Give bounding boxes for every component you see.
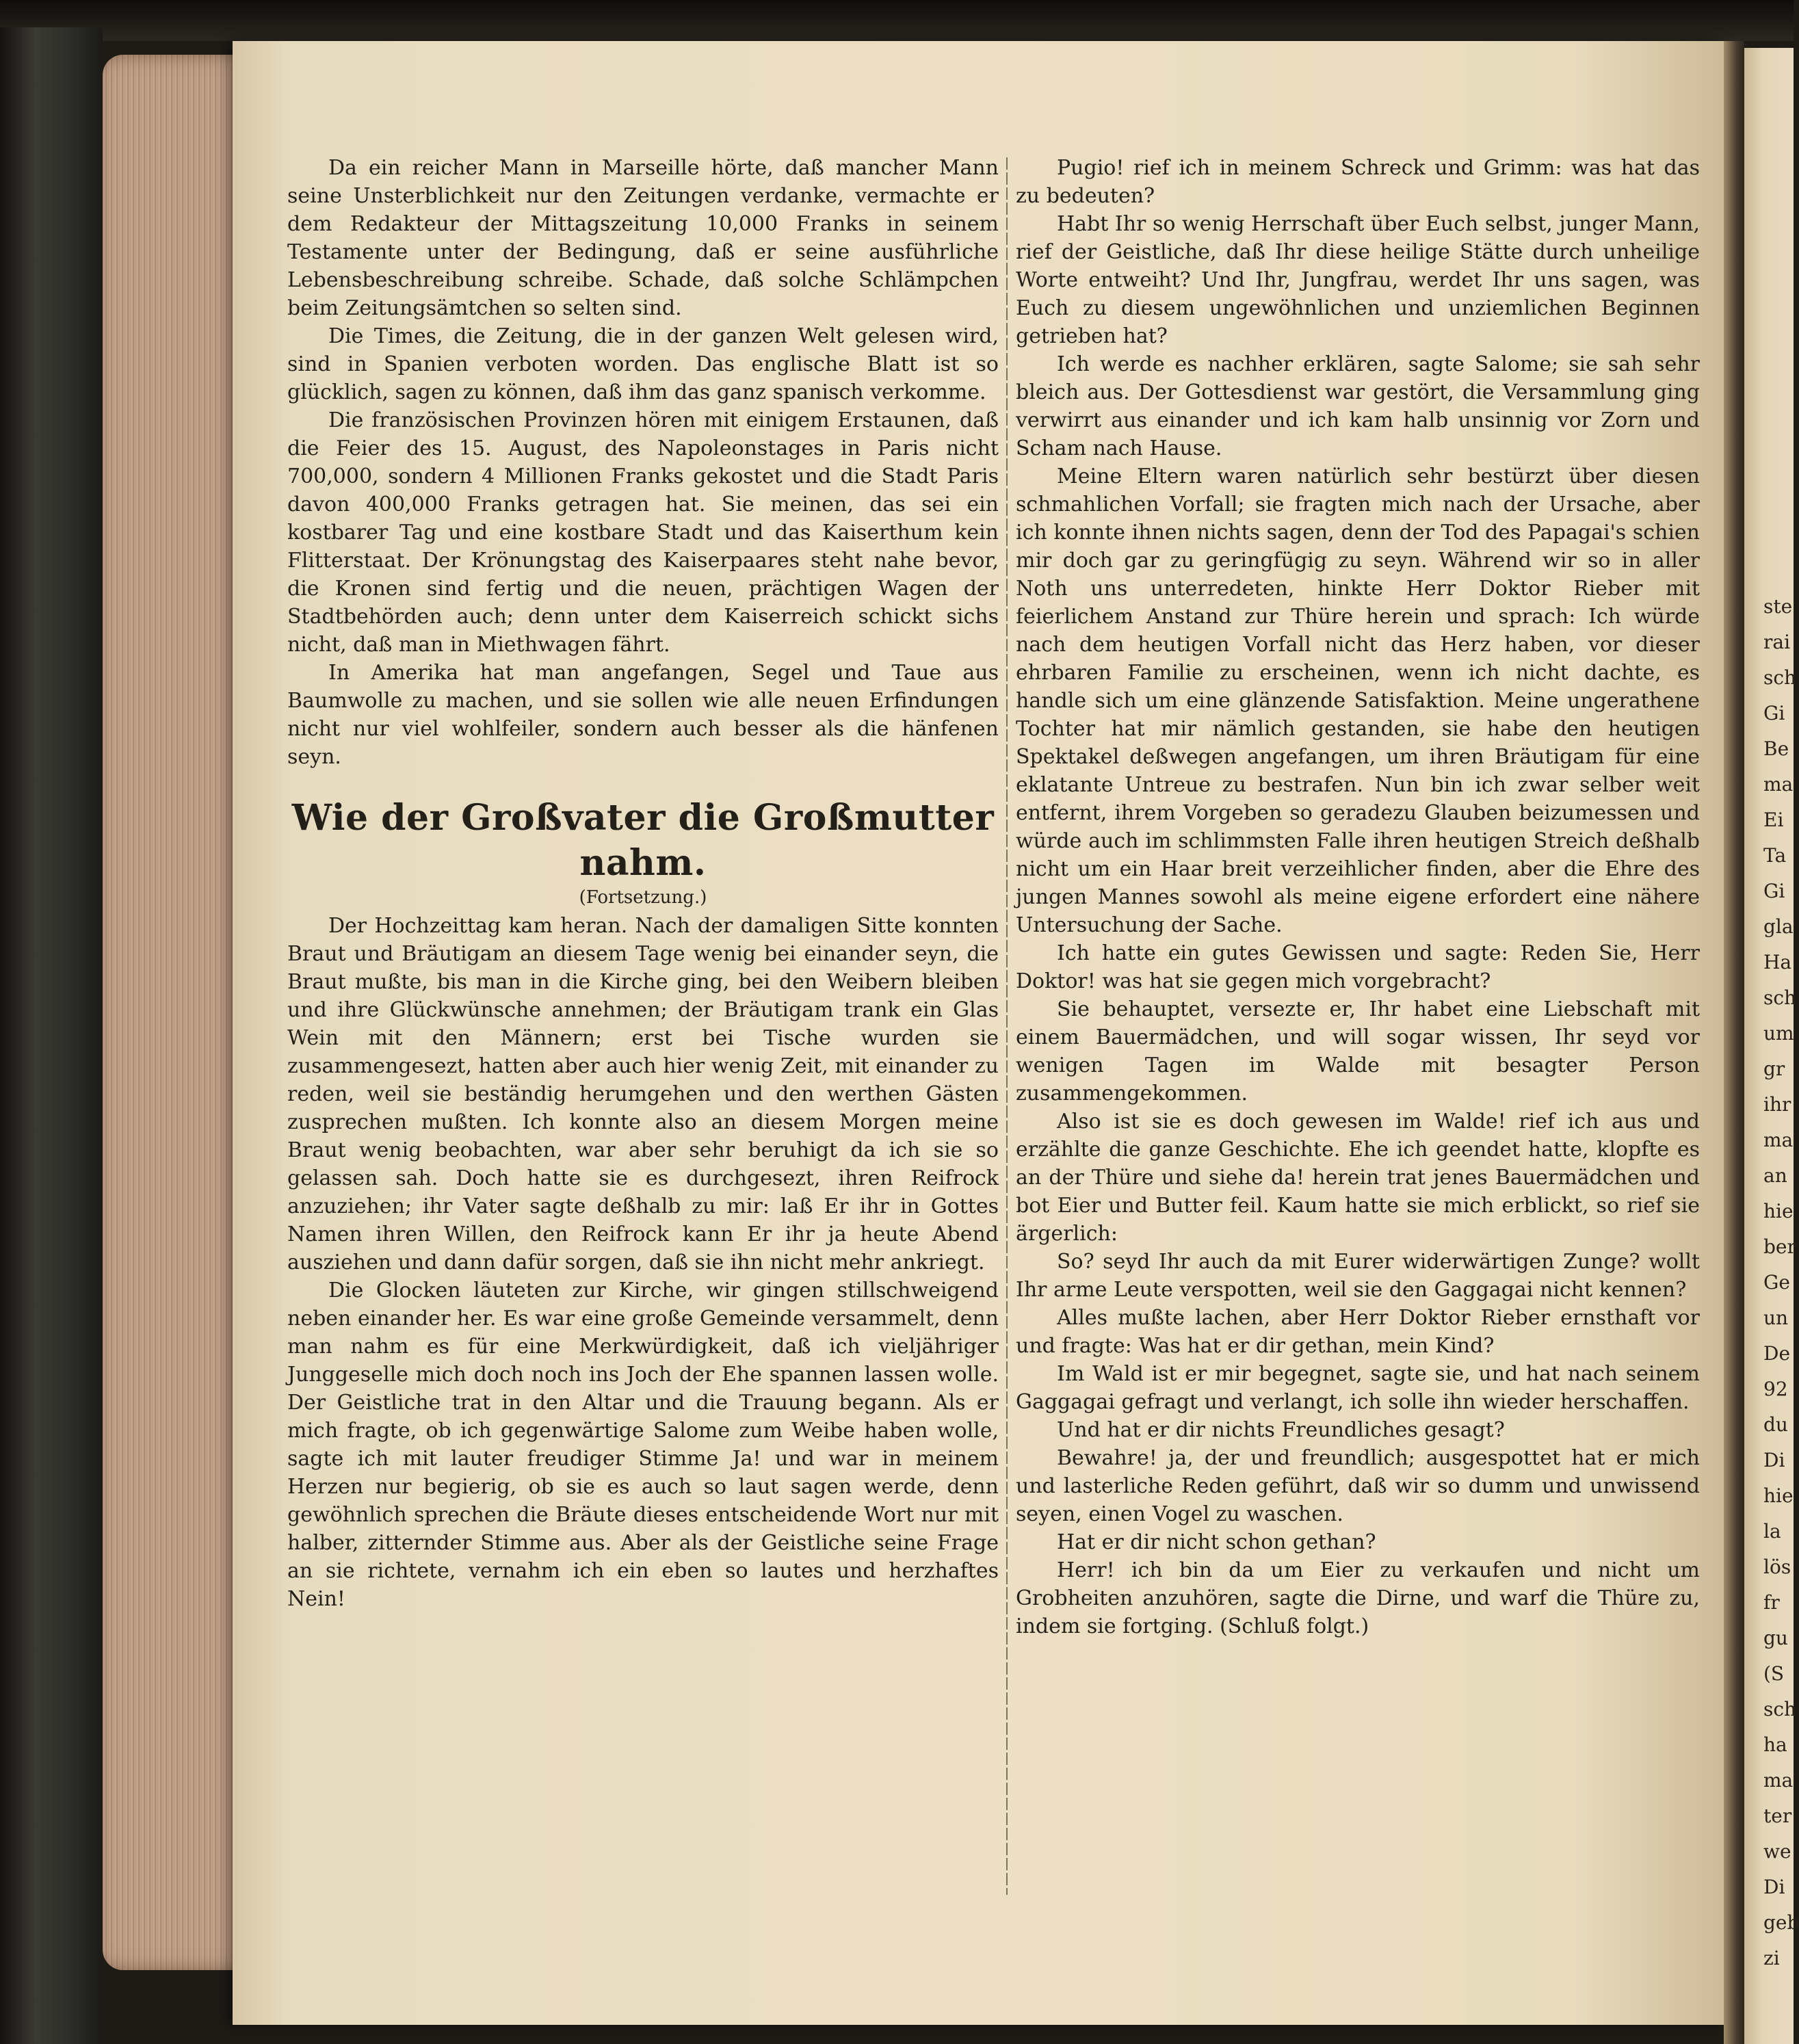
story-body bbox=[287, 912, 999, 1613]
paragraph: Ich werde es nachher erklären, sagte Salome; sie sah sehr bleich aus. Der Gottesdienst war gestört, die Versammlung ging verwirrt aus einander und ich kam halb unsinnig vor Zorn und Scham nach Hause. bbox=[1016, 352, 1700, 460]
facing-page-text: sch bbox=[1763, 1698, 1797, 1720]
paragraph: So? seyd Ihr auch da mit Eurer widerwärtigen Zunge? wollt Ihr arme Leute verspotten, weil sie den Gaggagai nicht kennen? bbox=[1016, 1250, 1700, 1302]
paragraph: Da ein reicher Mann in Marseille hörte, daß mancher Mann seine Unsterblichkeit nur den Zeitungen verdanke, vermachte er dem Redakteur der Mittagszeitung 10,000 Franks in seinem Testamente unter der Bedingung, daß er seine ausführliche Lebensbeschreibung schreibe. Schade, daß solche Schlämpchen beim Zeitungsämtchen so selten sind. bbox=[287, 156, 999, 320]
facing-page-text: hie bbox=[1763, 1484, 1794, 1507]
facing-page-text: Gi bbox=[1763, 702, 1785, 724]
facing-page-text: du bbox=[1763, 1413, 1788, 1436]
facing-page-text: gu bbox=[1763, 1627, 1788, 1649]
facing-page-text: geb bbox=[1763, 1911, 1799, 1934]
facing-page-text: ste bbox=[1763, 595, 1793, 618]
facing-page-text: an bbox=[1763, 1164, 1787, 1187]
facing-page-text: hie bbox=[1763, 1200, 1794, 1222]
facing-page-text: ma bbox=[1763, 1129, 1794, 1151]
facing-page-text: ha bbox=[1763, 1733, 1787, 1756]
paragraph: Also ist sie es doch gewesen im Walde! rief ich aus und erzählte die ganze Geschichte. Ehe ich geendet hatte, klopfte es an der Thüre und siehe da! herein trat jenes Bauermädchen und bot Eier und Butter feil. Kaum hatte sie mich erblickt, so rief sie ärgerlich: bbox=[1016, 1110, 1700, 1246]
paragraph: In Amerika hat man angefangen, Segel und Taue aus Baumwolle zu machen, und sie sollen wie alle neuen Erfindungen nicht nur viel wohlfeiler, sondern auch besser als die hänfenen seyn. bbox=[287, 661, 999, 769]
facing-page-text: we bbox=[1763, 1840, 1791, 1863]
facing-page-text: Ei bbox=[1763, 809, 1784, 831]
paragraph: Hat er dir nicht schon gethan? bbox=[1057, 1530, 1376, 1554]
facing-page-text: zi bbox=[1763, 1947, 1780, 1969]
facing-page-text: 92 bbox=[1763, 1378, 1788, 1400]
facing-page-text: ma bbox=[1763, 1769, 1794, 1792]
facing-page-text: (S bbox=[1763, 1662, 1785, 1685]
book-gutter bbox=[1724, 41, 1744, 2044]
paragraph: Sie behauptet, versezte er, Ihr habet eine Liebschaft mit einem Bauermädchen, und will sogar wissen, Ihr seyd vor wenigen Tagen im Walde mit besagter Person zusammengekommen. bbox=[1016, 997, 1700, 1105]
paragraph: Die französischen Provinzen hören mit einigem Erstaunen, daß die Feier des 15. August, des Napoleonstages in Paris nicht 700,000, sondern 4 Millionen Franks gekostet und die Stadt Paris davon 400,000 Franks getragen hat. Sie meinen, das sei ein kostbarer Tag und eine kostbare Stadt und das Kaiserthum kein Flitterstaat. Der Krönungstag des Kaiserpaares steht nahe bevor, die Kronen sind fertig und die neuen, prächtigen Wagen der Stadtbehörden auch; denn unter dem Kaiserreich schickt sichs nicht, daß man in Miethwagen fährt. bbox=[287, 408, 999, 657]
facing-page-text: gr bbox=[1763, 1058, 1785, 1080]
story-subtitle: (Fortsetzung.) bbox=[579, 887, 707, 908]
facing-page-text: Di bbox=[1763, 1876, 1785, 1898]
paragraph: Die Times, die Zeitung, die in der ganzen Welt gelesen wird, sind in Spanien verboten worden. Das englische Blatt ist so glücklich, sagen zu können, daß ihm das ganz spanisch verkomme. bbox=[287, 324, 999, 404]
paragraph: Pugio! rief ich in meinem Schreck und Grimm: was hat das zu bedeuten? bbox=[1016, 156, 1700, 208]
facing-page-text: la bbox=[1763, 1520, 1781, 1543]
paragraph: Die Glocken läuteten zur Kirche, wir gingen stillschweigend neben einander her. Es war eine große Gemeinde versammelt, denn man nahm es für eine Merkwürdigkeit, daß ich vieljähriger Junggeselle mich doch noch ins Joch der Ehe spannen lassen wolle. Der Geistliche trat in den Altar und die Trauung begann. Als er mich fragte, ob ich gegenwärtige Salome zum Weibe haben wolle, sagte ich mit lauter freudiger Stimme Ja! und war in meinem Herzen nur begierig, ob sie es auch so laut sagen werde, denn gewöhnlich sprechen die Bräute dieses entscheidende Wort nur mit halber, zitternder Stimme aus. Aber als der Geistliche seine Frage an sie richtete, vernahm ich ein eben so lautes und herzhaftes Nein! bbox=[287, 1279, 999, 1611]
story-continuation bbox=[1016, 154, 1700, 1640]
facing-page-text: ter bbox=[1763, 1805, 1792, 1827]
story-title: Wie der Großvater die Großmutter nahm. bbox=[291, 797, 995, 884]
facing-page-text: Di bbox=[1763, 1449, 1785, 1471]
column-divider bbox=[1006, 157, 1008, 1895]
paragraph: Und hat er dir nichts Freundliches gesagt? bbox=[1057, 1418, 1505, 1442]
news-items bbox=[287, 154, 999, 771]
paragraph: Alles mußte lachen, aber Herr Doktor Rieber ernsthaft vor und fragte: Was hat er dir gethan, mein Kind? bbox=[1016, 1306, 1700, 1358]
paragraph: Habt Ihr so wenig Herrschaft über Euch selbst, junger Mann, rief der Geistliche, daß Ihr diese heilige Stätte durch unheilige Worte entweiht? Und Ihr, Jungfrau, werdet Ihr uns sagen, was Euch zu diesem ungewöhnlichen und unziemlichen Beginnen getrieben hat? bbox=[1016, 212, 1700, 348]
right-column bbox=[1016, 154, 1700, 1640]
left-column bbox=[287, 154, 999, 1613]
paragraph: Der Hochzeittag kam heran. Nach der damaligen Sitte konnten Braut und Bräutigam an diesem Tage wenig bei einander seyn, die Braut mußte, bis man in die Kirche ging, bei den Weibern bleiben und ihre Glückwünsche annehmen; der Bräutigam trank ein Glas Wein mit den Männern; erst bei Tische wurden sie zusammengesezt, hatten aber auch hier wenig Zeit, mit einander zu reden, weil sie beständig herumgehen und den werthen Gästen zusprechen mußten. Ich konnte also an diesem Morgen meine Braut wenig beobachten, war aber sehr beruhigt da ich sie so gelassen sah. Doch hatte sie es durchgesezt, ihren Reifrock anzuziehen; ihr Vater sagte deßhalb zu mir: laß Er ihr in Gottes Namen ihren Willen, den Reifrock kann Er ihr ja heute Abend ausziehen und dann dafür sorgen, daß sie ihn nicht mehr ankriegt. bbox=[287, 914, 999, 1274]
facing-page-text: um bbox=[1763, 1022, 1794, 1045]
facing-page-text: rai bbox=[1763, 631, 1791, 653]
book-cover-top bbox=[0, 0, 1794, 41]
paragraph: Im Wald ist er mir begegnet, sagte sie, und hat nach seinem Gaggagai gefragt und verlangt, ich solle ihn wieder herschaffen. bbox=[1016, 1362, 1700, 1414]
facing-page-text: Be bbox=[1763, 737, 1789, 760]
facing-page-text: gla bbox=[1763, 915, 1794, 938]
facing-page-text: Ta bbox=[1763, 844, 1787, 867]
facing-page-text: ma bbox=[1763, 773, 1794, 796]
facing-page-text: ihr bbox=[1763, 1093, 1791, 1116]
paragraph: Herr! ich bin da um Eier zu verkaufen und nicht um Grobheiten anzuhören, sagte die Dirne, und warf die Thüre zu, indem sie fortging. (Schluß folgt.) bbox=[1016, 1558, 1700, 1638]
facing-page-text: un bbox=[1763, 1307, 1789, 1329]
paragraph: Bewahre! ja, der und freundlich; ausgespottet hat er mich und lasterliche Reden geführt, daß wir so dumm und unwissend seyen, einen Vogel zu waschen. bbox=[1016, 1446, 1700, 1526]
facing-page-text: Gi bbox=[1763, 880, 1785, 902]
paragraph: Meine Eltern waren natürlich sehr bestürzt über diesen schmahlichen Vorfall; sie fragten mich nach der Ursache, aber ich konnte ihnen nichts sagen, denn der Tod des Papagai's schien mir doch gar zu geringfügig zu seyn. Während wir so in aller Noth uns unterredeten, hinkte Herr Doktor Rieber mit feierlichem Anstand zur Thüre herein und sprach: Ich würde nach dem heutigen Vorfall nicht das Herz haben, vor dieser ehrbaren Familie zu erscheinen, wenn ich nicht dachte, es handle sich um eine glänzende Satisfaktion. Meine ungerathene Tochter hat mir nämlich gestanden, sie habe den heutigen Spektakel deßwegen angefangen, um ihren Bräutigam für eine eklatante Untreue zu bestrafen. Nun bin ich zwar selber weit entfernt, ihrem Vorgeben so geradezu Glauben beizumessen und würde auch im schlimmsten Falle ihren heutigen Streich deßhalb nicht um ein Haar breit verzeihlicher finden, aber die Ehre des jungen Mannes sowohl als meine eigene erfordert eine nähere Untersuchung der Sache. bbox=[1016, 464, 1700, 937]
facing-page-text: fr bbox=[1763, 1591, 1780, 1614]
facing-page-text: Ha bbox=[1763, 951, 1792, 973]
facing-page-text: sch bbox=[1763, 666, 1797, 689]
facing-page-text: Ge bbox=[1763, 1271, 1790, 1294]
facing-page-text: sch bbox=[1763, 986, 1797, 1009]
book-cover-left bbox=[0, 27, 103, 2044]
facing-page-text: lös bbox=[1763, 1556, 1791, 1578]
paragraph: Ich hatte ein gutes Gewissen und sagte: Reden Sie, Herr Doktor! was hat sie gegen mich vorgebracht? bbox=[1016, 941, 1700, 993]
facing-page-text: ber bbox=[1763, 1235, 1796, 1258]
facing-page-text: De bbox=[1763, 1342, 1791, 1365]
facing-page-fragment bbox=[1744, 48, 1799, 2044]
